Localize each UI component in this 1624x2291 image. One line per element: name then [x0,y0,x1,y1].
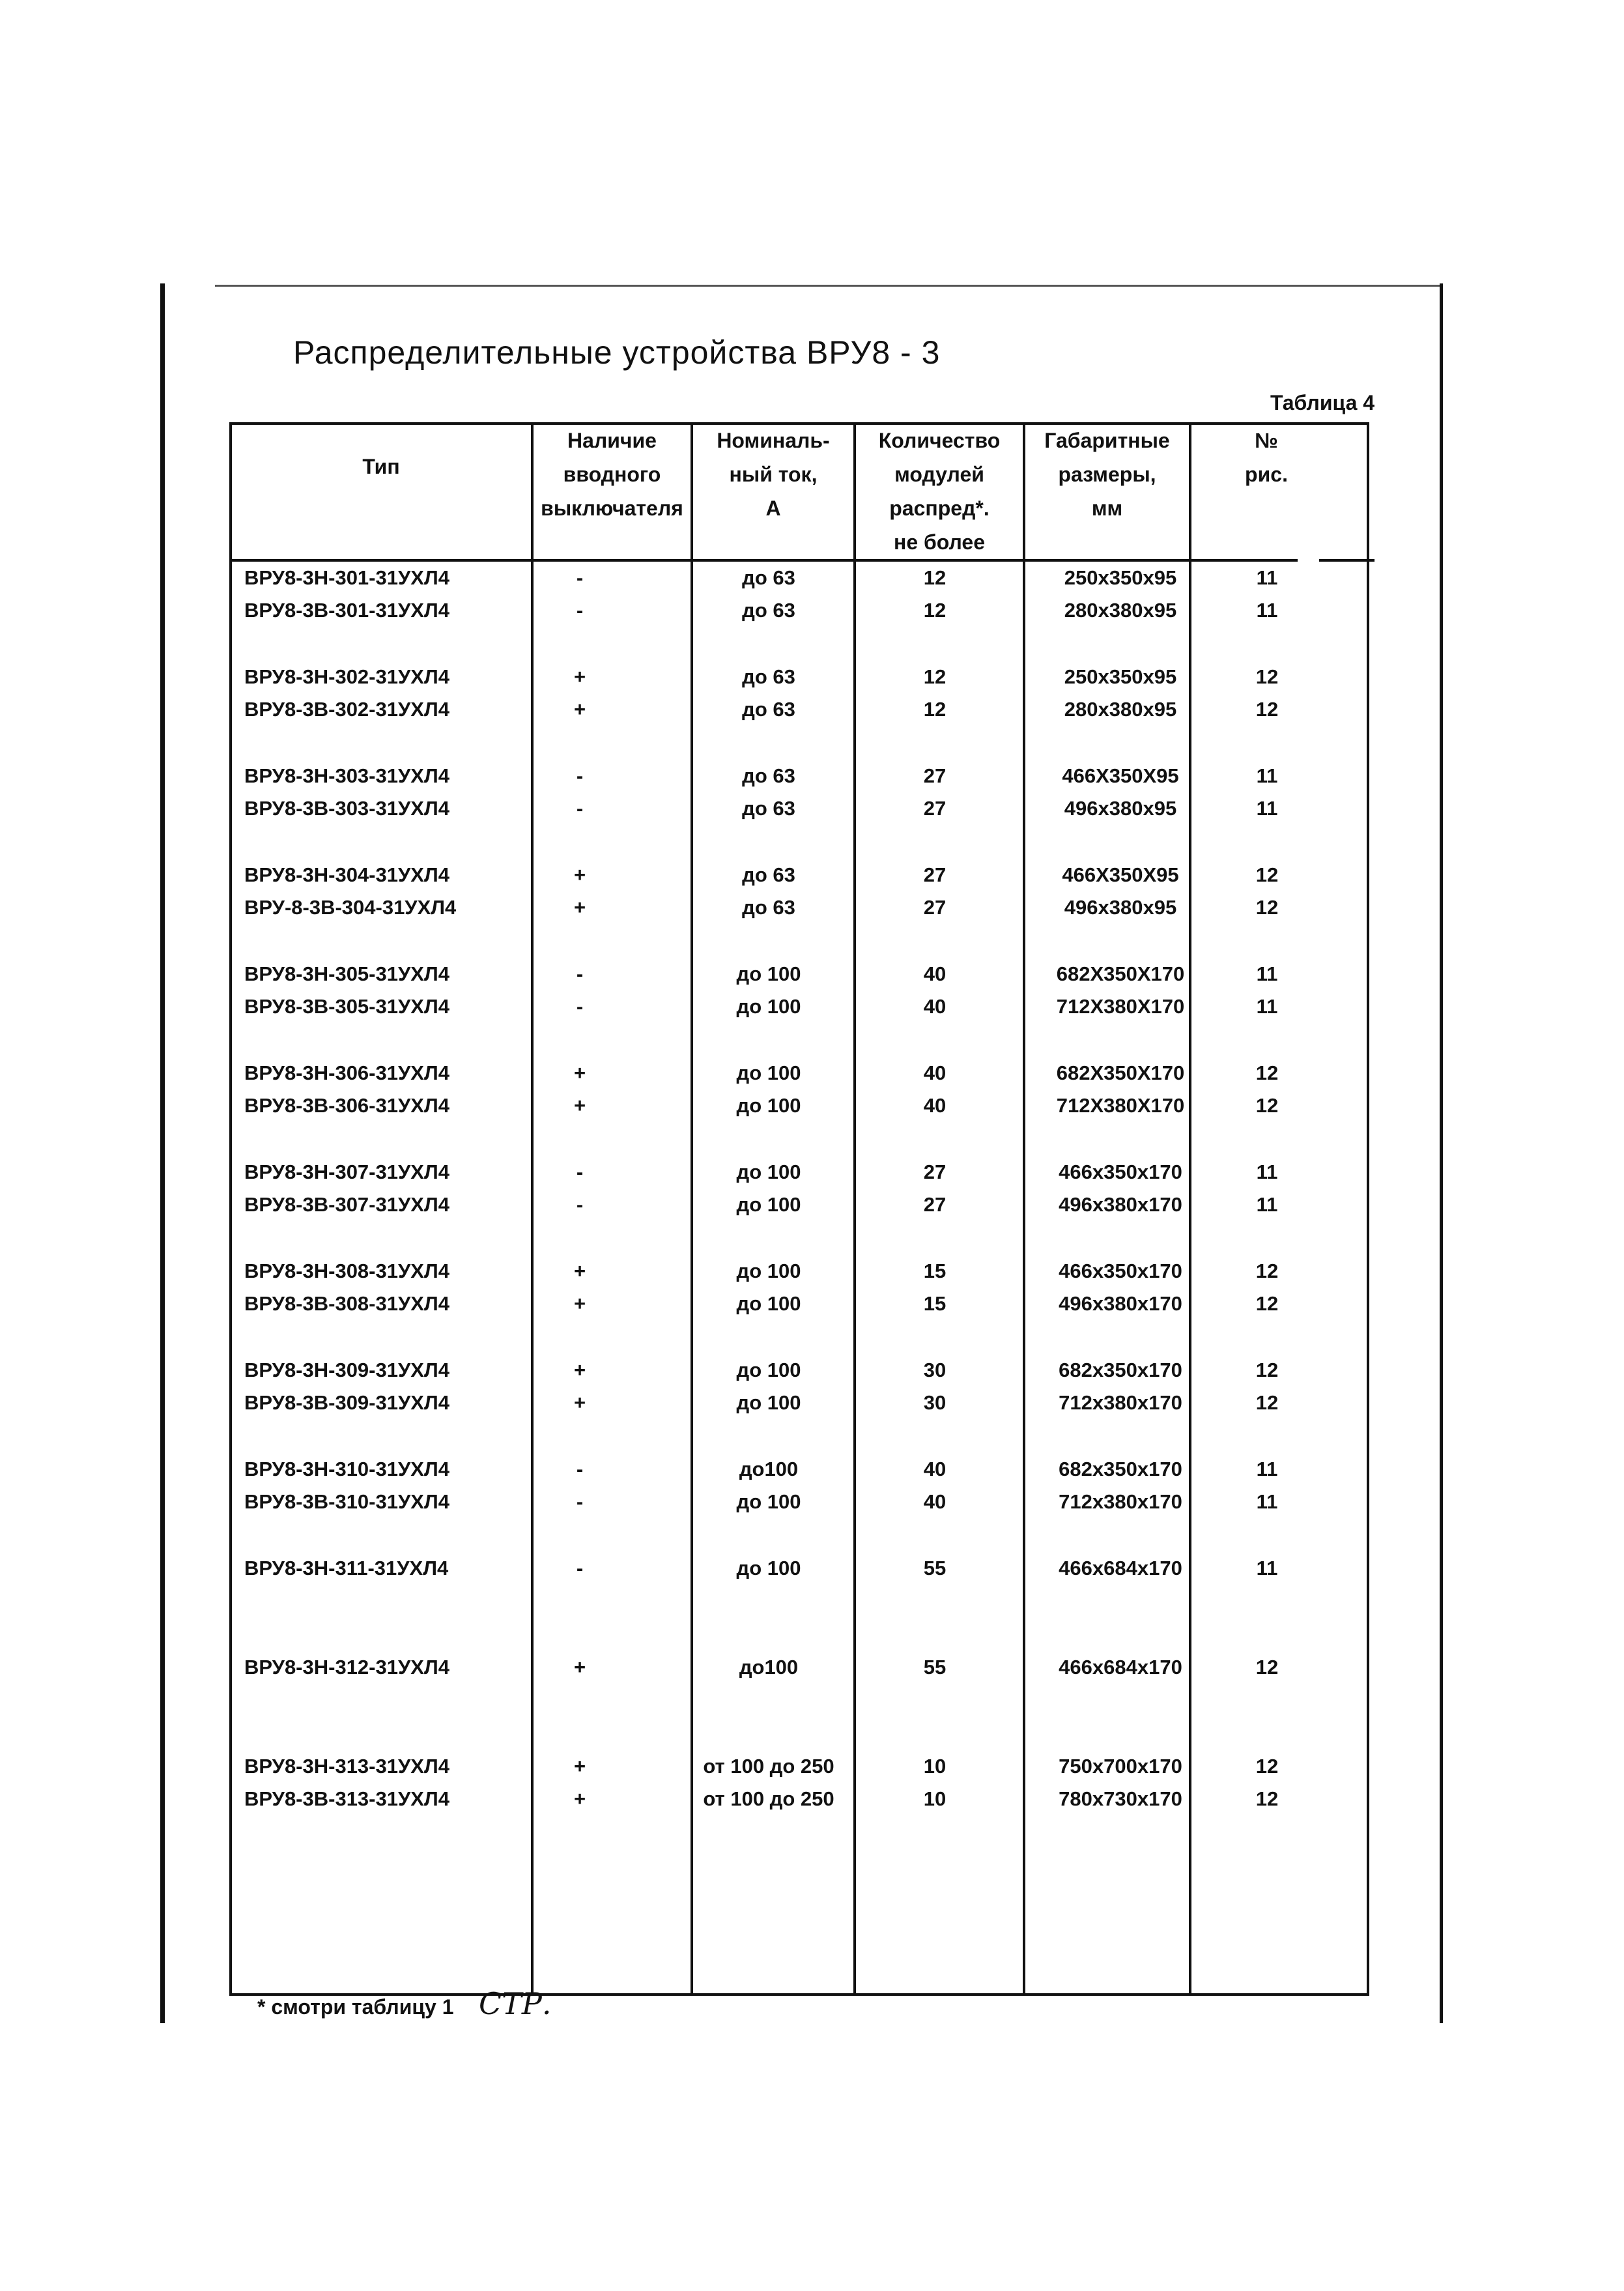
cell-dims: 280х380х95 [1064,698,1177,721]
cell-current: до 100 [736,1557,801,1579]
cell-switch: + [573,1359,586,1381]
cell-switch: + [573,896,586,919]
cell-type: ВРУ8-3Н-304-31УХЛ4 [244,863,449,886]
cell-current: до 100 [736,1061,801,1084]
cell-fig: 12 [1255,1061,1279,1084]
cell-switch: - [576,1490,584,1513]
cell-type: ВРУ8-3В-301-31УХЛ4 [244,599,449,622]
cell-dims: 750х700х170 [1059,1755,1182,1778]
cell-type: ВРУ8-3В-309-31УХЛ4 [244,1391,449,1414]
table-row [231,792,1368,825]
cell-dims: 496х380х170 [1059,1193,1182,1216]
cell-fig: 11 [1256,1193,1278,1216]
table-row [231,1783,1368,1815]
table-row [231,1057,1368,1089]
table-row [231,1089,1368,1122]
cell-switch: - [576,1160,584,1183]
cell-current: до 100 [736,1490,801,1513]
cell-dims: 466Х350Х95 [1062,764,1179,787]
cell-dims: 466х350х170 [1059,1160,1182,1183]
cell-switch: + [573,1787,586,1810]
cell-modules: 40 [923,1490,947,1513]
cell-modules: 10 [923,1787,947,1810]
cell-switch: + [573,665,586,688]
cell-switch: + [573,1260,586,1282]
cell-modules: 27 [923,863,947,886]
cell-current: до 63 [742,599,795,622]
cell-dims: 712х380х170 [1059,1490,1182,1513]
cell-fig: 12 [1255,698,1279,721]
table-row [231,1453,1368,1486]
cell-dims: 780х730х170 [1059,1787,1182,1810]
cell-current: до 63 [742,566,795,589]
table-row [231,1750,1368,1783]
cell-fig: 11 [1256,1557,1278,1579]
cell-fig: 12 [1255,665,1279,688]
cell-modules: 12 [923,566,947,589]
cell-dims: 712х380х170 [1059,1391,1182,1414]
cell-type: ВРУ8-3В-310-31УХЛ4 [244,1490,449,1513]
cell-current: от 100 до 250 [703,1787,834,1810]
cell-current: до 100 [736,1391,801,1414]
cell-modules: 12 [923,599,947,622]
cell-dims: 250х350х95 [1064,665,1177,688]
cell-current: до 100 [736,1160,801,1183]
cell-fig: 11 [1256,995,1278,1018]
cell-switch: + [573,698,586,721]
cell-modules: 10 [923,1755,947,1778]
cell-fig: 11 [1256,1160,1278,1183]
cell-dims: 682Х350Х170 [1056,962,1185,985]
cell-current: до 63 [742,863,795,886]
cell-type: ВРУ8-3Н-312-31УХЛ4 [244,1656,449,1679]
cell-type: ВРУ-8-3В-304-31УХЛ4 [244,896,457,919]
cell-modules: 15 [923,1292,947,1315]
cell-dims: 466х684х170 [1059,1557,1182,1579]
cell-current: до 63 [742,896,795,919]
cell-current: до100 [739,1458,799,1480]
table-row [231,958,1368,990]
cell-dims: 496х380х95 [1064,896,1177,919]
cell-fig: 12 [1255,1391,1279,1414]
cell-fig: 12 [1255,1755,1279,1778]
header-type: Тип [362,455,400,478]
table-row [231,1288,1368,1320]
cell-fig: 11 [1256,1490,1278,1513]
cell-modules: 55 [923,1656,947,1679]
cell-modules: 40 [923,1458,947,1480]
page-border-top [215,285,1440,287]
header-figure: № рис. [1245,429,1288,486]
cell-fig: 12 [1255,1094,1279,1117]
cell-current: от 100 до 250 [703,1755,834,1778]
cell-fig: 11 [1256,962,1278,985]
cell-modules: 30 [923,1391,947,1414]
cell-switch: + [573,1094,586,1117]
cell-modules: 27 [923,797,947,820]
cell-current: до 63 [742,764,795,787]
cell-switch: - [576,962,584,985]
table-row [231,693,1368,726]
cell-modules: 12 [923,698,947,721]
header-modules: Количество модулей распред*. не более [878,429,1001,554]
cell-modules: 40 [923,1094,947,1117]
table-row [231,891,1368,924]
header-switch: Наличие вводного выключателя [541,429,683,520]
page-border-right [1440,283,1443,2023]
cell-current: до 100 [736,1359,801,1381]
cell-switch: - [576,764,584,787]
cell-type: ВРУ8-3В-302-31УХЛ4 [244,698,449,721]
cell-modules: 27 [923,1160,947,1183]
cell-dims: 466х684х170 [1059,1656,1182,1679]
cell-current: до 100 [736,1193,801,1216]
cell-current: до100 [739,1656,799,1679]
page-border-left [160,283,165,2023]
table-row [231,1189,1368,1221]
table-row [231,760,1368,792]
cell-modules: 12 [923,665,947,688]
cell-switch: - [576,1557,584,1579]
cell-type: ВРУ8-3В-305-31УХЛ4 [244,995,449,1018]
cell-current: до 100 [736,1260,801,1282]
cell-type: ВРУ8-3В-308-31УХЛ4 [244,1292,449,1315]
cell-type: ВРУ8-3Н-307-31УХЛ4 [244,1160,449,1183]
table-row [231,1651,1368,1684]
cell-switch: - [576,599,584,622]
cell-switch: - [576,566,584,589]
table-row [231,661,1368,693]
cell-switch: + [573,863,586,886]
cell-current: до 63 [742,797,795,820]
table-row [231,1387,1368,1419]
cell-modules: 55 [923,1557,947,1579]
cell-modules: 15 [923,1260,947,1282]
cell-switch: + [573,1292,586,1315]
cell-type: ВРУ8-3Н-305-31УХЛ4 [244,962,449,985]
cell-dims: 280х380х95 [1064,599,1177,622]
cell-type: ВРУ8-3Н-310-31УХЛ4 [244,1458,449,1480]
cell-type: ВРУ8-3Н-303-31УХЛ4 [244,764,449,787]
cell-type: ВРУ8-3В-306-31УХЛ4 [244,1094,449,1117]
table-number: Таблица 4 [1270,391,1375,414]
header-dimensions: Габаритные размеры, мм [1044,429,1170,520]
table-row [231,1552,1368,1585]
cell-type: ВРУ8-3В-307-31УХЛ4 [244,1193,449,1216]
cell-modules: 40 [923,995,947,1018]
cell-fig: 12 [1255,896,1279,919]
cell-fig: 11 [1256,764,1278,787]
table-row [231,1156,1368,1189]
cell-dims: 466х350х170 [1059,1260,1182,1282]
cell-current: до 100 [736,995,801,1018]
header-current: Номиналь- ный ток, А [717,429,830,520]
cell-switch: - [576,995,584,1018]
cell-dims: 466Х350Х95 [1062,863,1179,886]
cell-dims: 682х350х170 [1059,1458,1182,1480]
cell-fig: 11 [1256,797,1278,820]
cell-dims: 496х380х95 [1064,797,1177,820]
cell-dims: 712Х380Х170 [1056,1094,1185,1117]
cell-type: ВРУ8-3Н-301-31УХЛ4 [244,566,449,589]
table-row [231,1486,1368,1518]
cell-type: ВРУ8-3Н-311-31УХЛ4 [244,1557,449,1579]
cell-type: ВРУ8-3В-313-31УХЛ4 [244,1787,449,1810]
cell-fig: 11 [1256,566,1278,589]
cell-current: до 100 [736,1292,801,1315]
table-row [231,859,1368,891]
cell-modules: 40 [923,962,947,985]
cell-fig: 12 [1255,1359,1279,1381]
cell-modules: 30 [923,1359,947,1381]
cell-modules: 27 [923,764,947,787]
cell-modules: 27 [923,896,947,919]
cell-current: до 100 [736,1094,801,1117]
cell-modules: 40 [923,1061,947,1084]
cell-current: до 100 [736,962,801,985]
table-row [231,1354,1368,1387]
footnote: * смотри таблицу 1 [257,1995,454,2019]
cell-type: ВРУ8-3Н-308-31УХЛ4 [244,1260,449,1282]
cell-switch: + [573,1656,586,1679]
cell-switch: + [573,1391,586,1414]
cell-dims: 682х350х170 [1059,1359,1182,1381]
cell-type: ВРУ8-3Н-302-31УХЛ4 [244,665,449,688]
table-row [231,1255,1368,1288]
cell-fig: 12 [1255,1292,1279,1315]
cell-dims: 682Х350Х170 [1056,1061,1185,1084]
cell-type: ВРУ8-3В-303-31УХЛ4 [244,797,449,820]
cell-fig: 11 [1256,1458,1278,1480]
cell-dims: 712Х380Х170 [1056,995,1185,1018]
cell-fig: 11 [1256,599,1278,622]
cell-switch: + [573,1061,586,1084]
page-title: Распределительные устройства ВРУ8 - 3 [293,334,941,371]
table-row [231,594,1368,627]
cell-switch: - [576,1193,584,1216]
table-row [231,990,1368,1023]
cell-dims: 496х380х170 [1059,1292,1182,1315]
cell-type: ВРУ8-3Н-313-31УХЛ4 [244,1755,449,1778]
cell-fig: 12 [1255,1787,1279,1810]
cell-switch: + [573,1755,586,1778]
cell-switch: - [576,797,584,820]
cell-dims: 250х350х95 [1064,566,1177,589]
cell-current: до 63 [742,665,795,688]
cell-modules: 27 [923,1193,947,1216]
cell-type: ВРУ8-3Н-309-31УХЛ4 [244,1359,449,1381]
cell-fig: 12 [1255,1656,1279,1679]
cell-fig: 12 [1255,1260,1279,1282]
cell-switch: - [576,1458,584,1480]
cell-fig: 12 [1255,863,1279,886]
handwritten-note: СТР. [479,1986,552,2021]
table-row [231,562,1368,594]
cell-current: до 63 [742,698,795,721]
cell-type: ВРУ8-3Н-306-31УХЛ4 [244,1061,449,1084]
